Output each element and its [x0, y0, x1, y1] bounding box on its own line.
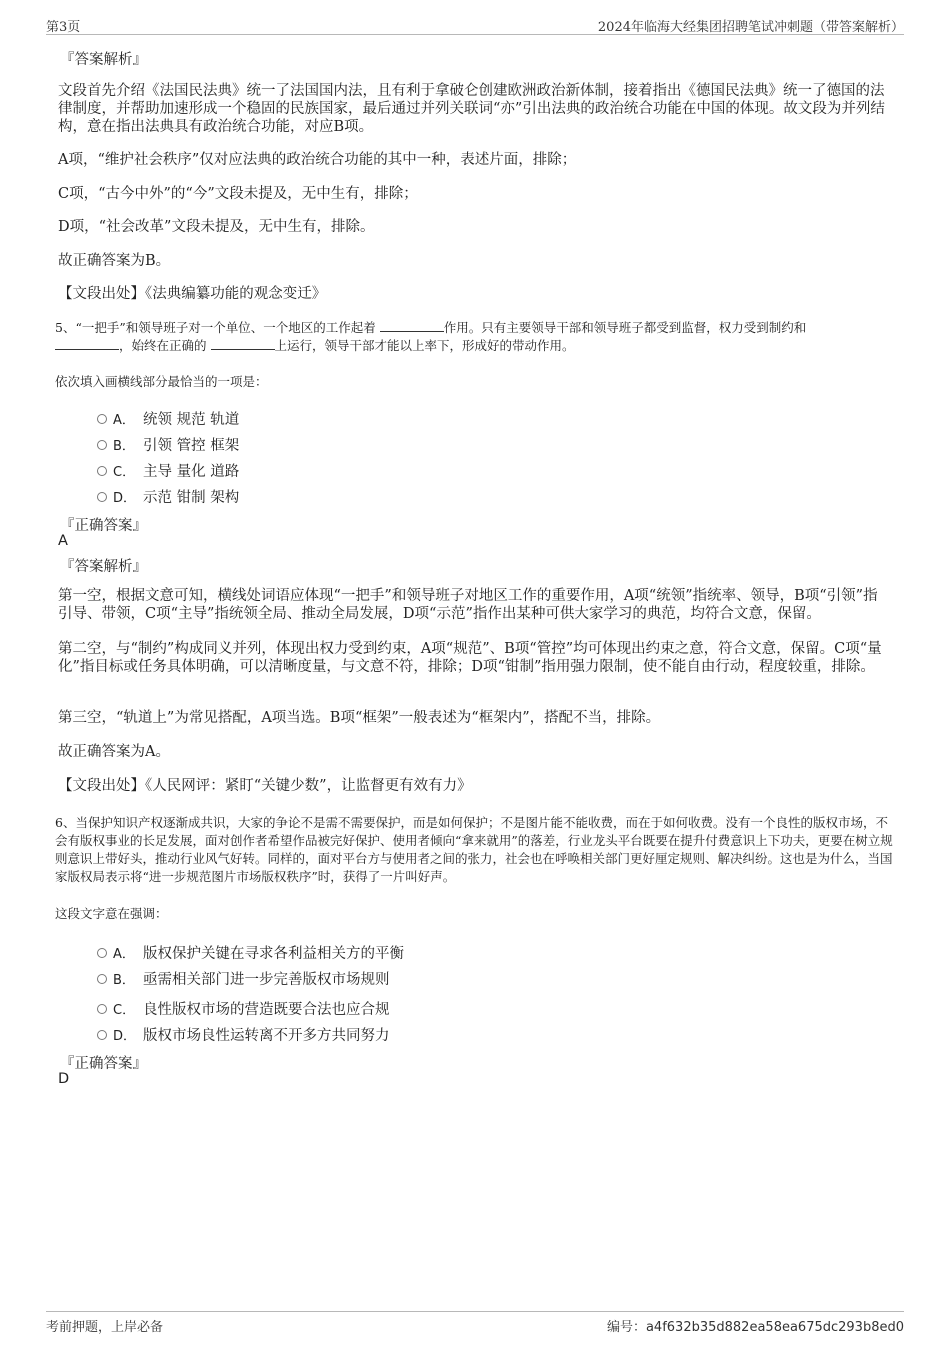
q5-analysis-para2: 第二空，与“制约”构成同义并列，体现出权力受到约束，A项“规范”、B项“管控”均可体现出约束之意，符合文意，保留。C项“量化”指目标或任务具体明确，可以清晰度量，与文意不符，排除；D项“钳制”指用强力限制，使不能自由行动，程度较重，排除。 [58, 641, 882, 675]
q6-answer-label: 『正确答案』 [60, 1056, 147, 1072]
page-footer [46, 1311, 904, 1338]
radio-icon[interactable] [97, 492, 107, 502]
q5-analysis-para3: 第三空，“轨道上”为常见搭配，A项当选。B项“框架”一般表述为“框架内”，搭配不当，排除。 [58, 710, 661, 726]
q4-analysis-para2: A项，“维护社会秩序”仅对应法典的政治统合功能的其中一种，表述片面，排除； [58, 152, 577, 168]
q5-analysis-label: 『答案解析』 [60, 559, 147, 575]
q6-option-a[interactable]: A． 版权保护关键在寻求各利益相关方的平衡 [97, 942, 404, 962]
document-title: 2024年临海大经集团招聘笔试冲刺题（带答案解析） [597, 20, 904, 35]
q4-conclusion: 故正确答案为B。 [58, 253, 171, 269]
page-number: 第3页 [46, 20, 81, 35]
radio-icon[interactable] [97, 948, 107, 958]
q5-option-c[interactable]: C． 主导 量化 道路 [97, 460, 239, 480]
blank-2 [55, 337, 119, 350]
radio-icon[interactable] [97, 466, 107, 476]
q6-stem: 6、当保护知识产权逐渐成共识，大家的争论不是需不需要保护，而是如何保护；不是图片能不能收费，而在于如何收费。没有一个良性的版权市场，不会有版权事业的长足发展，面对创作者希望作品被完好保护、使用者倾向“拿来就用”的落差，行业龙头平台既要在提升付费意识上下功夫，更要在树立规则意识上带好头，推动行业风气好转。同样的，面对平台方与使用者之间的张力，社会也在呼唤相关部门更好厘定规则、解决纠纷。这也是为什么，当国家版权局表示将“进一步规范图片市场版权秩序”时，获得了一片叫好声。 [55, 815, 893, 884]
radio-icon[interactable] [97, 974, 107, 984]
q5-source: 【文段出处】《人民网评：紧盯“关键少数”，让监督更有效有力》 [58, 778, 472, 794]
q4-analysis-para4: D项，“社会改革”文段未提及，无中生有，排除。 [58, 219, 375, 235]
radio-icon[interactable] [97, 1030, 107, 1040]
q5-stem: 5、“一把手”和领导班子对一个单位、一个地区的工作起着 作用。只有主要领导干部和领导班子都受到监督，权力受到制约和 ，始终在正确的 上运行，领导干部才能以上率下，形成好的带动作用。 [55, 320, 807, 353]
q6-answer: D [58, 1071, 70, 1087]
q4-analysis-para1: 文段首先介绍《法国民法典》统一了法国国内法，且有利于拿破仑创建欧洲政治新体制，接着指出《德国民法典》统一了德国的法律制度，并帮助加速形成一个稳固的民族国家，最后通过并列关联词“亦”引出法典的政治统合功能在中国的体现。故文段为并列结构，意在指出法典具有政治统合功能，对应B项。 [58, 83, 885, 135]
page-header [46, 14, 904, 35]
q5-conclusion: 故正确答案为A。 [58, 744, 170, 760]
document-code: 编号：a4f632b35d882ea58ea675dc293b8ed0 [606, 1320, 904, 1335]
q6-option-b[interactable]: B． 亟需相关部门进一步完善版权市场规则 [97, 968, 390, 988]
q4-analysis-para3: C项，“古今中外”的“今”文段未提及，无中生有，排除； [58, 186, 418, 202]
q4-analysis-label: 『答案解析』 [60, 52, 147, 68]
q5-answer: A [58, 533, 68, 549]
radio-icon[interactable] [97, 1004, 107, 1014]
radio-icon[interactable] [97, 414, 107, 424]
q5-option-d[interactable]: D． 示范 钳制 架构 [97, 486, 239, 506]
radio-icon[interactable] [97, 440, 107, 450]
blank-1 [380, 319, 444, 332]
q6-prompt: 这段文字意在强调： [55, 906, 168, 921]
footer-slogan: 考前押题，上岸必备 [46, 1320, 164, 1335]
q5-prompt: 依次填入画横线部分最恰当的一项是： [55, 374, 268, 389]
q5-analysis-para1: 第一空，根据文意可知，横线处词语应体现“一把手”和领导班子对地区工作的重要作用，A项“统领”指统率、领导，B项“引领”指引导、带领，C项“主导”指统领全局、推动全局发展，D项“示范”指作出某种可供大家学习的典范，均符合文意，保留。 [58, 588, 878, 622]
q5-option-b[interactable]: B． 引领 管控 框架 [97, 434, 239, 454]
q4-source: 【文段出处】《法典编纂功能的观念变迁》 [58, 286, 327, 302]
q5-option-a[interactable]: A． 统领 规范 轨道 [97, 408, 239, 428]
q6-option-d[interactable]: D． 版权市场良性运转离不开多方共同努力 [97, 1024, 390, 1044]
q6-option-c[interactable]: C． 良性版权市场的营造既要合法也应合规 [97, 998, 390, 1018]
q5-answer-label: 『正确答案』 [60, 518, 147, 534]
blank-3 [211, 337, 275, 350]
